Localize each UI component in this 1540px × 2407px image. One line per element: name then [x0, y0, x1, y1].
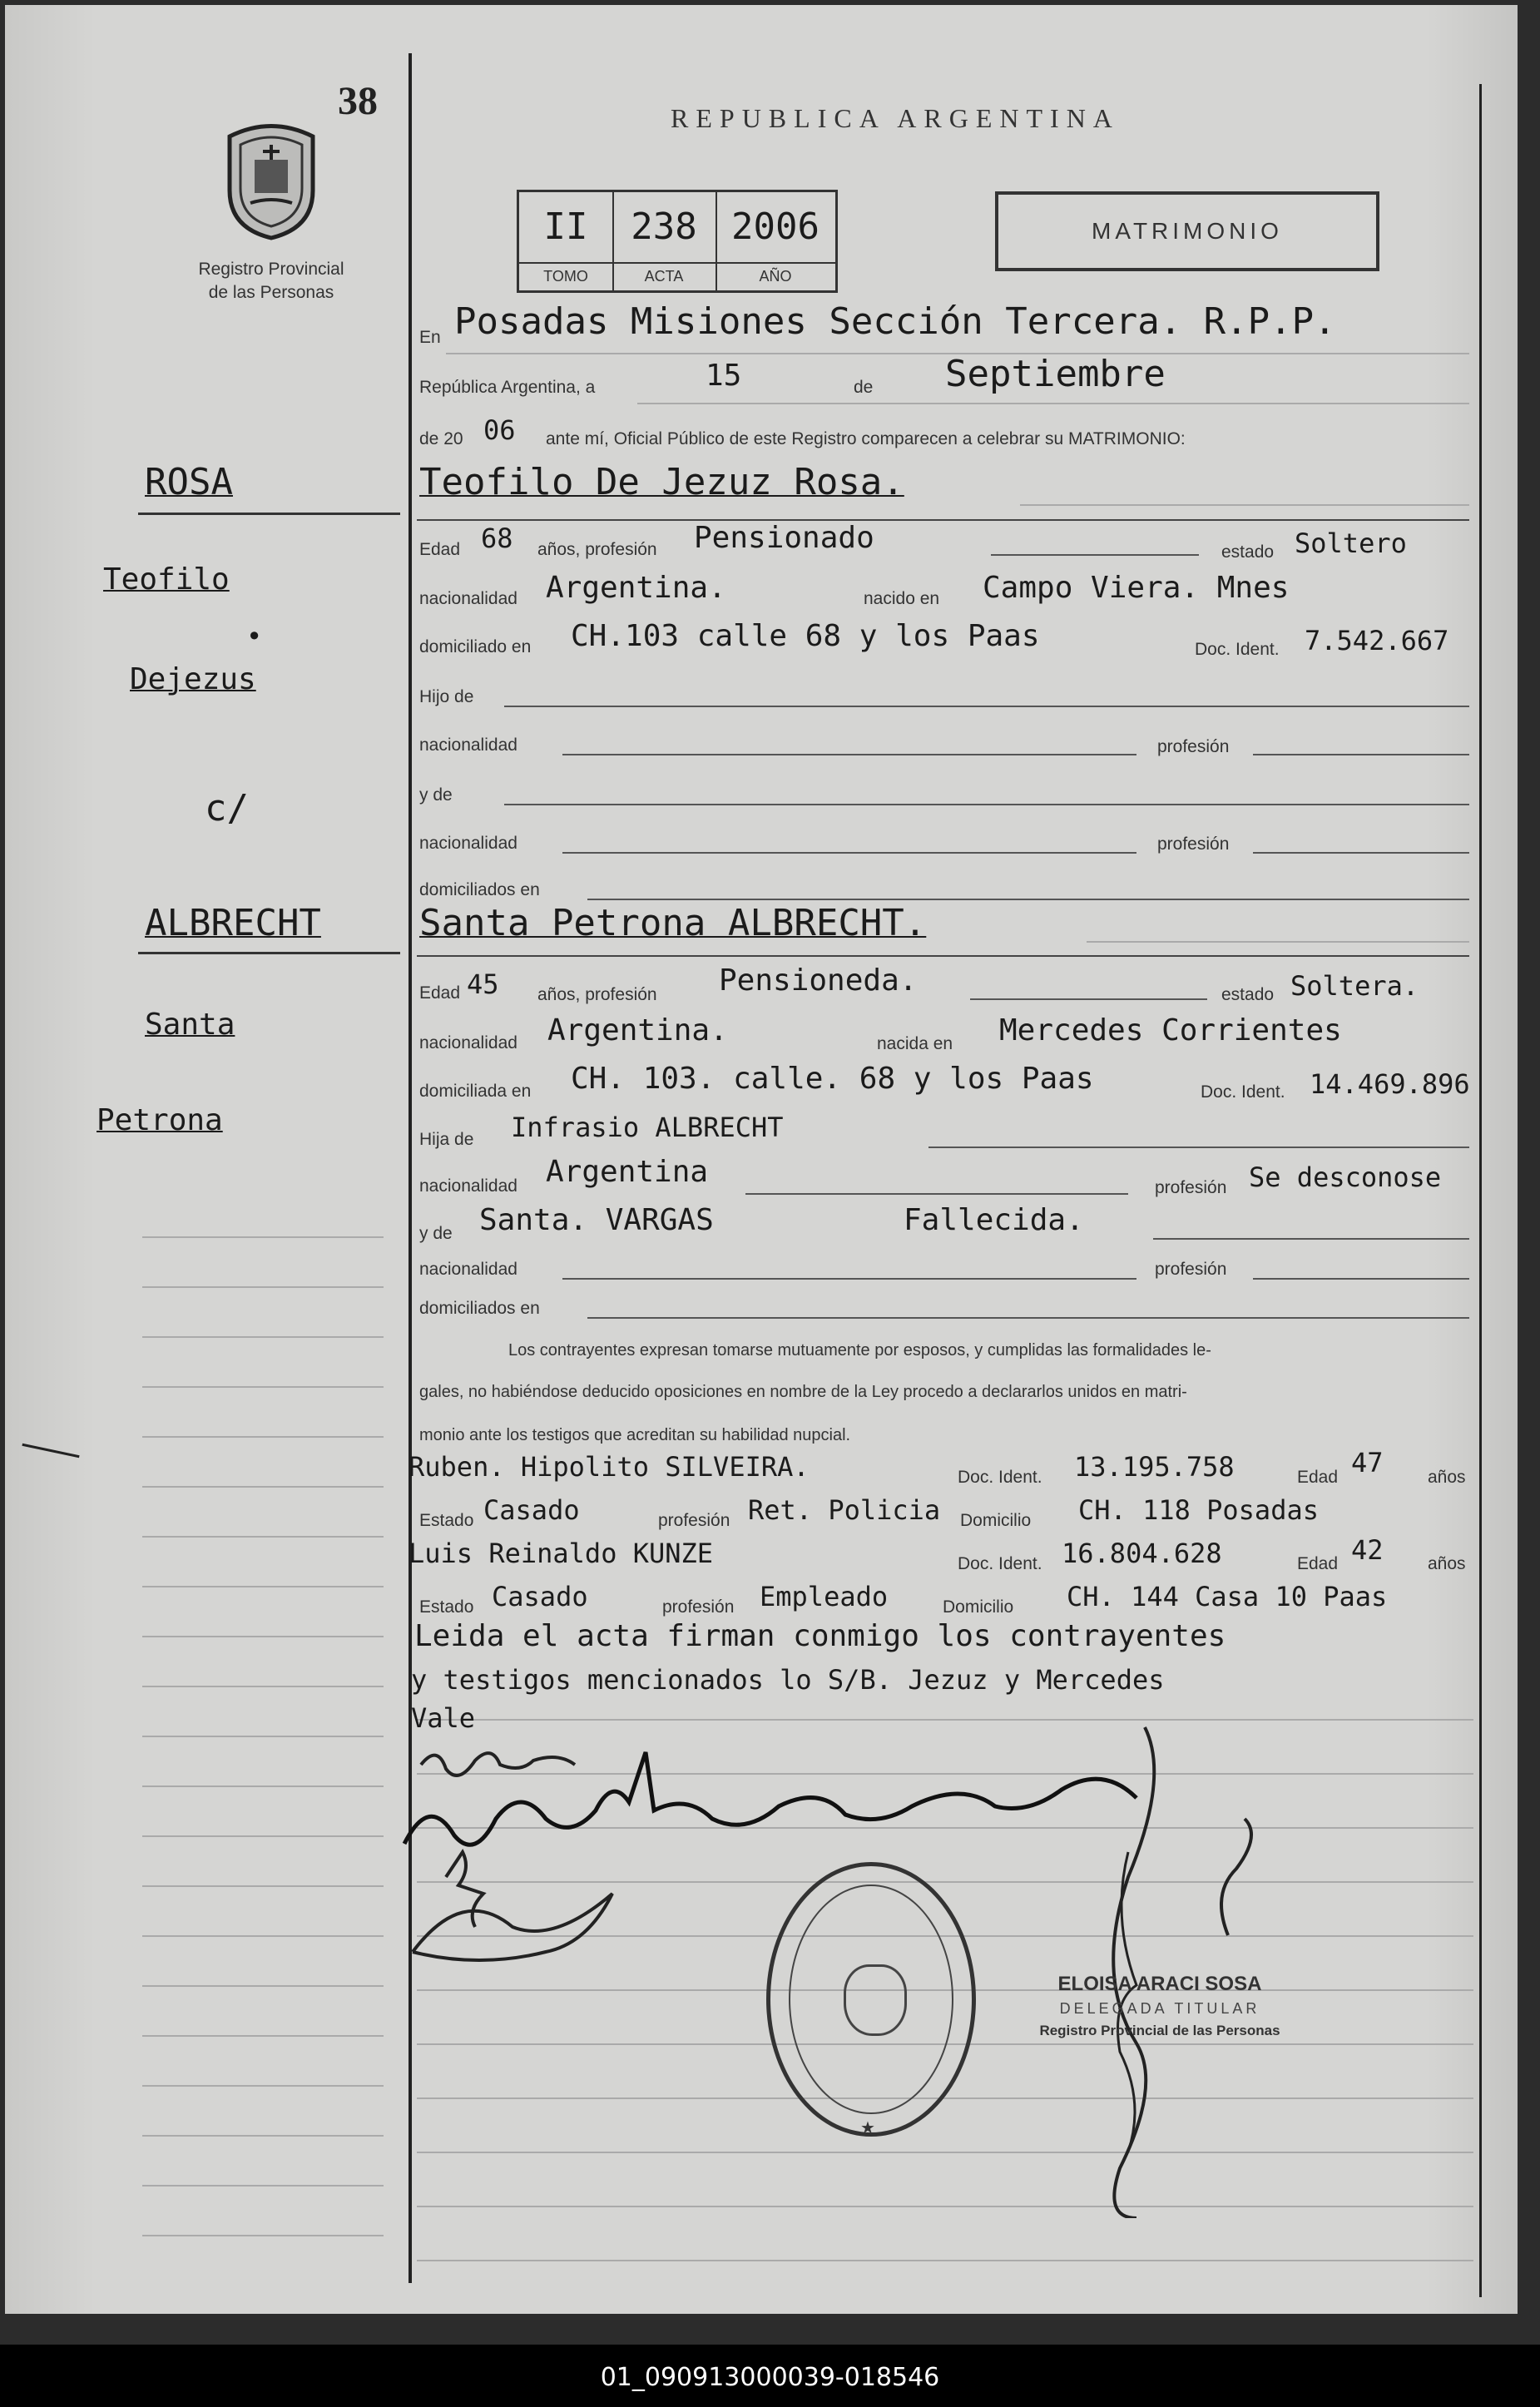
groom-doc-label: Doc. Ident.	[1195, 640, 1280, 659]
bride-father-nac-label: nacionalidad	[419, 1176, 517, 1196]
closing-line2: y testigos mencionados lo S/B. Jezuz y Mercedes	[411, 1664, 1165, 1696]
bride-y-de-label: y de	[419, 1224, 453, 1243]
intro-year-suffix: 06	[483, 414, 516, 446]
witness1-estado-label: Estado	[419, 1511, 474, 1530]
record-type-box: MATRIMONIO	[995, 191, 1379, 271]
intro-place: Posadas Misiones Sección Tercera. R.P.P.	[454, 300, 1336, 343]
anio-value: 2006	[731, 206, 820, 248]
margin-groom-name2: Dejezus	[130, 662, 256, 696]
witness2-address: CH. 144 Casa 10 Paas	[1067, 1581, 1388, 1612]
groom-parent2-nac-label: nacionalidad	[419, 834, 517, 853]
republica-label: República Argentina, a	[419, 378, 596, 397]
seal-star-icon: ★	[860, 2119, 875, 2137]
bride-estado-label: estado	[1221, 985, 1275, 1004]
margin-groom-dot: •	[246, 621, 263, 652]
witness1-address: CH. 118 Posadas	[1078, 1494, 1319, 1526]
bride-mother-status: Fallecida.	[904, 1203, 1084, 1237]
year-prefix-label: de 20	[419, 429, 463, 448]
bride-edad-label: Edad	[419, 983, 461, 1003]
groom-y-de-label: y de	[419, 785, 453, 805]
margin-bride-rule	[138, 952, 400, 954]
bride-doc: 14.469.896	[1310, 1068, 1470, 1100]
de-label: de	[854, 378, 874, 397]
groom-domicilio-label: domiciliado en	[419, 637, 532, 656]
witness2-anos-label: años	[1428, 1554, 1466, 1573]
country-heading: REPUBLICA ARGENTINA	[671, 103, 1120, 133]
acta-label: ACTA	[612, 262, 716, 290]
witness2-estado-label: Estado	[419, 1597, 474, 1617]
witness2-name: Luis Reinaldo KUNZE	[409, 1538, 714, 1569]
groom-estado: Soltero	[1295, 527, 1407, 559]
groom-parent-nac-label: nacionalidad	[419, 735, 517, 755]
bride-mother-nac-label: nacionalidad	[419, 1260, 517, 1279]
margin-tick-mark	[22, 1444, 79, 1458]
bride-full-name: Santa Petrona ALBRECHT.	[419, 902, 927, 944]
witness2-profession: Empleado	[760, 1581, 889, 1612]
bride-nacida-label: nacida en	[877, 1034, 953, 1053]
reference-table	[517, 190, 838, 293]
en-label: En	[419, 328, 441, 347]
margin-connector: c/	[205, 787, 249, 830]
margin-groom-name1: Teofilo	[103, 562, 230, 597]
groom-estado-label: estado	[1221, 542, 1275, 562]
witness2-dom-label: Domicilio	[943, 1597, 1014, 1617]
official-seal	[766, 1862, 976, 2137]
witness1-estado: Casado	[483, 1494, 580, 1526]
registry-line1: Registro Provincial	[198, 260, 344, 279]
page-number: 38	[338, 79, 378, 123]
witness1-doc: 13.195.758	[1074, 1451, 1235, 1483]
declaration-line2: gales, no habiéndose deducido oposiciones en nombre de la Ley procedo a declararlos unidos en matri-	[419, 1383, 1187, 1401]
margin-bride-surname: ALBRECHT	[145, 902, 321, 944]
groom-nationality: Argentina.	[546, 571, 726, 605]
groom-hijo-label: Hijo de	[419, 687, 474, 706]
groom-nacido-label: nacido en	[864, 589, 940, 608]
tomo-cell	[519, 192, 614, 290]
witness1-profession: Ret. Policia	[748, 1494, 941, 1526]
groom-age: 68	[481, 523, 513, 554]
witness2-edad-label: Edad	[1297, 1554, 1339, 1573]
bride-father-profession: Se desconose	[1249, 1161, 1442, 1193]
acta-cell	[612, 192, 717, 290]
right-border-line	[1479, 84, 1482, 2297]
witness2-doc: 16.804.628	[1062, 1538, 1222, 1569]
groom-parent-prof-label: profesión	[1157, 737, 1230, 756]
bride-father-nationality: Argentina	[546, 1155, 709, 1189]
bride-domicilio-label: domiciliada en	[419, 1082, 532, 1101]
witness1-dom-label: Domicilio	[960, 1511, 1032, 1530]
bride-mother: Santa. VARGAS	[479, 1203, 714, 1237]
declaration-line1: Los contrayentes expresan tomarse mutuamente por esposos, y cumplidas las formalidades le-	[508, 1341, 1211, 1360]
margin-groom-surname: ROSA	[145, 461, 233, 503]
groom-anos-profesion-label: años, profesión	[537, 540, 657, 559]
groom-address: CH.103 calle 68 y los Paas	[571, 619, 1040, 653]
file-name-caption: 01_090913000039-018546	[600, 2363, 940, 2392]
witness1-name: Ruben. Hipolito SILVEIRA.	[409, 1451, 810, 1483]
witness2-doc-label: Doc. Ident.	[958, 1554, 1042, 1573]
registry-emblem-icon	[217, 120, 325, 240]
witness2-estado: Casado	[492, 1581, 588, 1612]
stamp-org: Registro Provincial de las Personas	[1039, 2023, 1280, 2038]
bride-profession: Pensioneda.	[719, 963, 918, 998]
bride-anos-profesion-label: años, profesión	[537, 985, 657, 1004]
tomo-label: TOMO	[519, 262, 612, 290]
bride-mother-prof-label: profesión	[1155, 1260, 1227, 1279]
bride-nationality: Argentina.	[547, 1013, 728, 1047]
witness1-edad-label: Edad	[1297, 1468, 1339, 1487]
intro-month: Septiembre	[945, 353, 1166, 395]
intro-day: 15	[706, 359, 742, 393]
margin-bride-name2: Petrona	[97, 1103, 223, 1137]
seal-emblem-icon	[844, 1964, 907, 2036]
anio-cell	[716, 192, 835, 290]
closing-line3: Vale	[411, 1702, 476, 1734]
stamp-name: ELOISA ARACI SOSA	[1057, 1973, 1262, 1995]
acta-value: 238	[631, 206, 697, 248]
groom-birthplace: Campo Viera. Mnes	[983, 571, 1290, 605]
document-page	[5, 5, 1518, 2314]
groom-doc: 7.542.667	[1305, 625, 1449, 656]
groom-parent2-prof-label: profesión	[1157, 835, 1230, 854]
bride-parents-dom-label: domiciliados en	[419, 1299, 540, 1318]
witness1-anos-label: años	[1428, 1468, 1466, 1487]
anio-label: AÑO	[716, 262, 835, 290]
stamp-title: DELEGADA TITULAR	[1059, 2000, 1260, 2017]
registry-line2: de las Personas	[208, 283, 334, 302]
witness2-prof-label: profesión	[662, 1597, 735, 1617]
groom-profession: Pensionado	[694, 521, 874, 555]
bride-father-prof-label: profesión	[1155, 1178, 1227, 1197]
witness1-prof-label: profesión	[658, 1511, 730, 1530]
bride-age: 45	[467, 968, 499, 1000]
groom-nacionalidad-label: nacionalidad	[419, 589, 517, 608]
bride-birthplace: Mercedes Corrientes	[999, 1013, 1342, 1047]
margin-surname-rule	[138, 513, 400, 515]
witness1-age: 47	[1351, 1447, 1384, 1478]
registry-caption	[171, 258, 371, 305]
bride-estado: Soltera.	[1290, 970, 1419, 1002]
bride-hija-label: Hija de	[419, 1130, 474, 1149]
groom-full-name: Teofilo De Jezuz Rosa.	[419, 461, 904, 503]
tomo-value: II	[543, 206, 588, 248]
bride-father: Infrasio ALBRECHT	[511, 1112, 784, 1143]
witness2-age: 42	[1351, 1534, 1384, 1566]
groom-parents-dom-label: domiciliados en	[419, 880, 540, 899]
margin-bride-name1: Santa	[145, 1008, 235, 1042]
groom-edad-label: Edad	[419, 540, 461, 559]
declaration-line3: monio ante los testigos que acreditan su habilidad nupcial.	[419, 1426, 851, 1444]
intro-statement: ante mí, Oficial Público de este Registro comparecen a celebrar su MATRIMONIO:	[546, 429, 1186, 448]
bride-nacionalidad-label: nacionalidad	[419, 1033, 517, 1052]
witness1-doc-label: Doc. Ident.	[958, 1468, 1042, 1487]
closing-line1: Leida el acta firman conmigo los contrayentes	[414, 1619, 1226, 1653]
bride-address: CH. 103. calle. 68 y los Paas	[571, 1062, 1094, 1096]
bride-doc-label: Doc. Ident.	[1201, 1082, 1285, 1102]
